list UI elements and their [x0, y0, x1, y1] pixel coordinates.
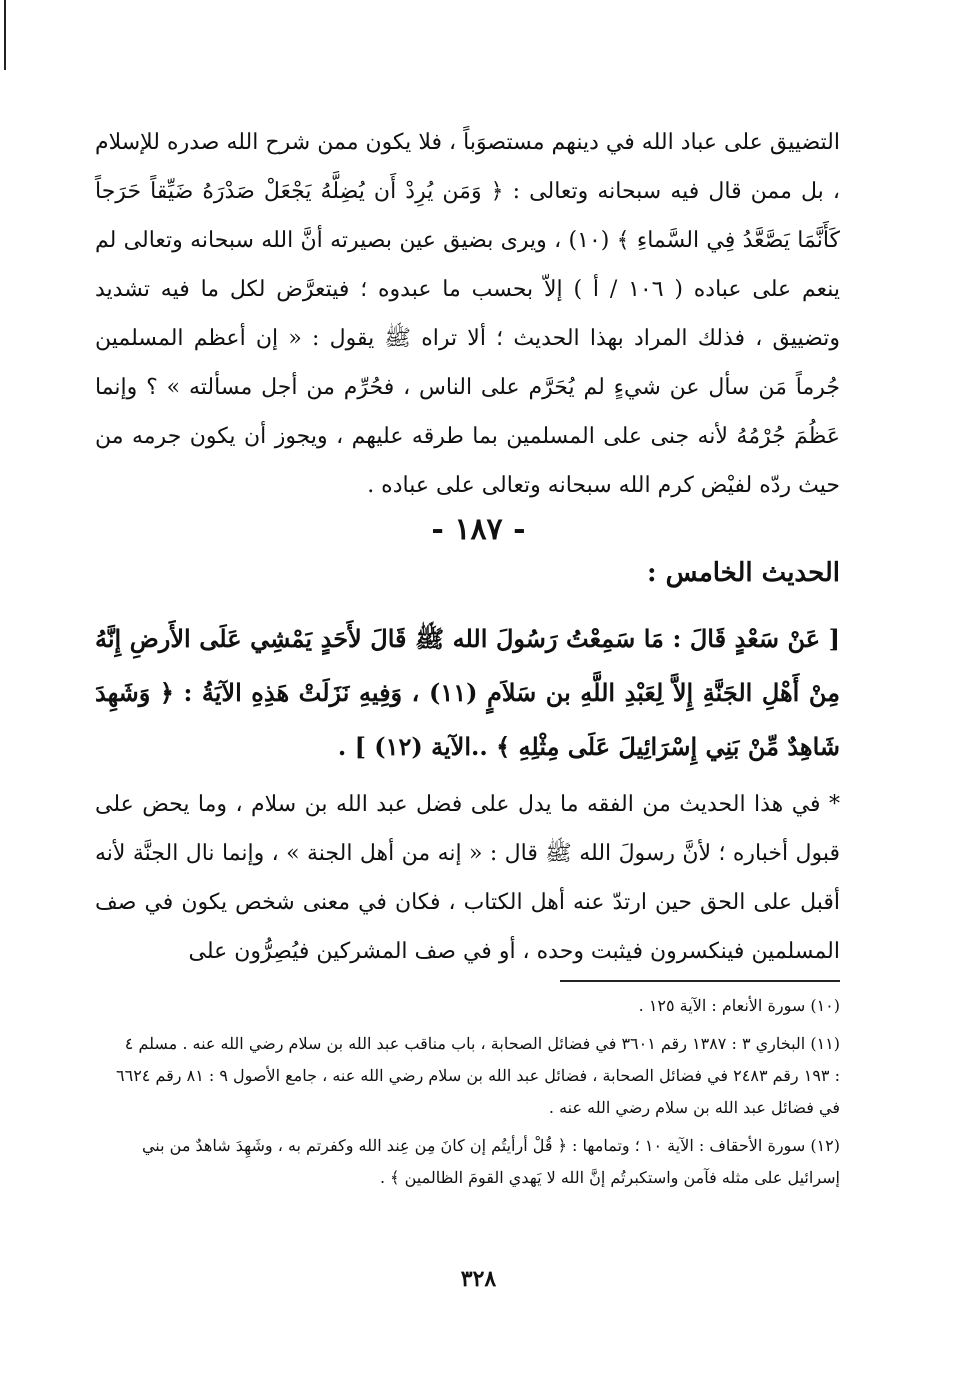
- hadith-text-block: [95, 612, 840, 774]
- page-number: ٣٢٨: [460, 1266, 497, 1292]
- hadith-text: [ عَنْ سَعْدٍ قَالَ : مَا سَمِعْتُ رَسُولَ الله ﷺ قَالَ لأَحَدٍ يَمْشِي عَلَى الأَرضِ إِنَّهُ مِنْ أَهْلِ الجَنَّةِ إِلاَّ لِعَبْدِ اللَّهِ بن سَلاَمٍ (١١) ، وَفِيهِ نَزَلَتْ هَذِهِ الآيَةُ : ﴿ وَشَهِدَ شَاهِدٌ مِّنْ بَنِي إِسْرَائِيلَ عَلَى مِثْلِهِ ﴾ ..الآية (١٢) ] .: [95, 624, 840, 761]
- intro-paragraph-block: [95, 118, 840, 510]
- footnote-separator: [560, 980, 840, 982]
- footnote-10: (١٠) سورة الأنعام : الآية ١٢٥ .: [638, 996, 840, 1015]
- commentary-block: [95, 780, 840, 976]
- footnote-12: (١٢) سورة الأحقاف : الآية ١٠ ؛ وتمامها : ﴿ قُلْ أرأيتُم إن كانَ مِن عِند الله وكفرتم به ، وشَهِدَ شاهدٌ من بني إسرائيل على مثله فآمن واستكبرتُم إنَّ الله لا يَهدي القومَ الظالمين ﴾ .: [141, 1136, 840, 1187]
- footnote-11: (١١) البخاري ٣ : ١٣٨٧ رقم ٣٦٠١ في فضائل الصحابة ، باب مناقب عبد الله بن سلام رضي الله عنه . مسلم ٤ : ١٩٣ رقم ٢٤٨٣ في فضائل الصحابة ، فضائل عبد الله بن سلام رضي الله عنه ، جامع الأصول ٩ : ٨١ رقم ٦٦٢٤ في فضائل عبد الله بن سلام رضي الله عنه .: [116, 1034, 840, 1117]
- commentary-paragraph: * في هذا الحديث من الفقه ما يدل على فضل عبد الله بن سلام ، وما يحض على قبول أخباره ؛ لأنَّ رسولَ الله ﷺ قال : « إنه من أهل الجنة » ، وإنما نال الجنَّة لأنه أقبل على الحق حين ارتدّ عنه أهل الكتاب ، فكان في معنى شخص يكون في صف المسلمين فينكسرون فيثبت وحده ، أو في صف المشركين فيُصِرُّون على: [95, 792, 841, 964]
- hadith-number: - ١٨٧ -: [431, 512, 526, 547]
- footnotes: [115, 990, 840, 1200]
- section-heading: الحديث الخامس :: [647, 558, 840, 588]
- intro-paragraph: التضييق على عباد الله في دينهم مستصوَباً ، فلا يكون ممن شرح الله صدره للإسلام ، بل ممن قال فيه سبحانه وتعالى : ﴿ وَمَن يُرِدْ أَن يُضِلَّهُ يَجْعَلْ صَدْرَهُ ضَيِّقاً حَرَجاً كَأَنَّمَا يَصَّعَّدُ فِي السَّماءِ ﴾ (١٠) ، ويرى بضيق عين بصيرته أنَّ الله سبحانه وتعالى لم ينعم على عباده ( ١٠٦ / أ ) إلاّ بحسب ما عبدوه ؛ فيتعرَّض لكل ما فيه تشديد وتضييق ، فذلك المراد بهذا الحديث ؛ ألا تراه ﷺ يقول : « إن أعظم المسلمين جُرماً مَن سأل عن شيءٍ لم يُحَرَّم على الناس ، فحُرِّم من أجل مسألته » ؟ وإنما عَظُمَ جُرْمُهُ لأنه جنى على المسلمين بما طرقه عليهم ، ويجوز أن يكون جرمه من حيث ردّه لفيْض كرم الله سبحانه وتعالى على عباده .: [95, 130, 840, 498]
- scan-edge-line: [4, 0, 6, 70]
